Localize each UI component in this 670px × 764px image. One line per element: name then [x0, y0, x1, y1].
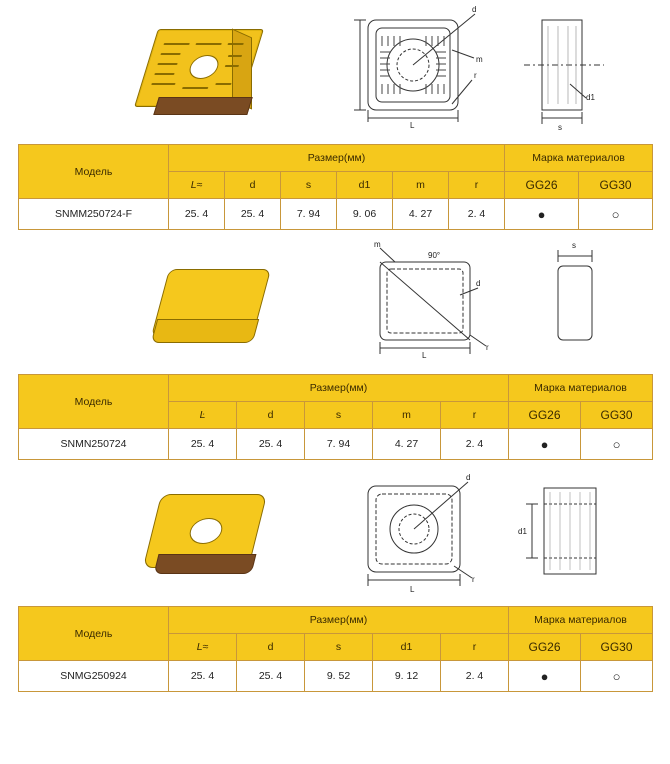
subheader-m: m [373, 402, 441, 429]
cell-L: 25. 4 [169, 429, 237, 460]
dim-label-s: s [572, 241, 576, 250]
subheader-gg30: GG30 [581, 402, 653, 429]
cell-s: 7. 94 [281, 199, 337, 230]
header-model: Модель [19, 607, 169, 661]
cell-r: 2. 4 [441, 429, 509, 460]
header-material-group: Марка материалов [509, 375, 653, 402]
dim-label-L: L [410, 585, 415, 594]
subheader-gg26: GG26 [509, 634, 581, 661]
table-header-row [19, 607, 653, 634]
dim-label-d: d [466, 473, 471, 482]
dim-label-d: d [476, 279, 481, 288]
snmg250924-insert-3d [140, 486, 270, 590]
header-size-group: Размер(мм) [169, 145, 505, 172]
insert-base [153, 97, 253, 115]
dim-label-d: d [472, 5, 477, 14]
dim-label-L: L [422, 351, 427, 360]
dim-label-r: r [474, 71, 477, 80]
subheader-gg30: GG30 [579, 172, 653, 199]
cell-model: SNMM250724-F [19, 199, 169, 230]
header-model: Модель [19, 145, 169, 199]
dim-label-r: r [486, 343, 489, 352]
cell-model: SNMG250924 [19, 661, 169, 692]
figure-row-2 [0, 240, 670, 370]
spec-table-2 [18, 374, 653, 460]
subheader-r: r [441, 634, 509, 661]
cell-s: 9. 52 [305, 661, 373, 692]
insert-front-face [151, 319, 259, 343]
header-size-group: Размер(мм) [169, 607, 509, 634]
figure-row-3 [0, 470, 670, 602]
cell-L: 25. 4 [169, 199, 225, 230]
subheader-L: L≈ [169, 172, 225, 199]
header-material-group: Марка материалов [505, 145, 653, 172]
subheader-s: s [305, 634, 373, 661]
technical-drawing-top-2 [350, 240, 520, 370]
subheader-d1: d1 [337, 172, 393, 199]
dim-label-r: r [472, 575, 475, 584]
figure-row-1 [0, 0, 670, 140]
spec-table-1-wrapper [0, 144, 670, 230]
product-section-2 [0, 240, 670, 460]
subheader-s: s [305, 402, 373, 429]
dim-label-d1: d1 [518, 527, 527, 536]
cell-d: 25. 4 [225, 199, 281, 230]
cell-d: 25. 4 [237, 429, 305, 460]
cell-gg26: ● [509, 429, 581, 460]
subheader-r: r [449, 172, 505, 199]
cell-model: SNMN250724 [19, 429, 169, 460]
table-header-row [19, 375, 653, 402]
technical-drawing-top-1 [340, 0, 490, 140]
subheader-d: d [237, 634, 305, 661]
cell-m: 4. 27 [393, 199, 449, 230]
subheader-m: m [393, 172, 449, 199]
subheader-gg30: GG30 [581, 634, 653, 661]
dim-label-L: L [410, 121, 415, 130]
subheader-d1: d1 [373, 634, 441, 661]
cell-d1: 9. 06 [337, 199, 393, 230]
table-row [19, 199, 653, 230]
table-row [19, 661, 653, 692]
cell-gg30: ○ [581, 661, 653, 692]
cell-gg30: ○ [579, 199, 653, 230]
cell-gg26: ● [509, 661, 581, 692]
cell-r: 2. 4 [441, 661, 509, 692]
technical-drawing-side-3 [514, 470, 624, 602]
cell-r: 2. 4 [449, 199, 505, 230]
spec-table-3-wrapper [0, 606, 670, 692]
dim-label-m: m [374, 240, 381, 249]
dim-label-m: m [476, 55, 483, 64]
cell-L: 25. 4 [169, 661, 237, 692]
header-size-group: Размер(мм) [169, 375, 509, 402]
dim-label-angle: 90° [428, 251, 441, 260]
insert-base [154, 554, 257, 574]
cell-gg26: ● [505, 199, 579, 230]
header-material-group: Марка материалов [509, 607, 653, 634]
spec-table-3 [18, 606, 653, 692]
technical-drawing-side-2 [530, 240, 630, 370]
cell-gg30: ○ [581, 429, 653, 460]
technical-drawing-side-1 [514, 0, 624, 140]
subheader-d: d [237, 402, 305, 429]
dim-label-s: s [558, 123, 562, 132]
subheader-s: s [281, 172, 337, 199]
table-header-row [19, 145, 653, 172]
spec-table-2-wrapper [0, 374, 670, 460]
cell-d1: 9. 12 [373, 661, 441, 692]
subheader-gg26: GG26 [509, 402, 581, 429]
product-section-1 [0, 0, 670, 230]
header-model: Модель [19, 375, 169, 429]
technical-drawing-top-3 [340, 470, 500, 602]
subheader-L: Ŀ [169, 402, 237, 429]
snmm250724-f-insert-3d [140, 23, 260, 123]
cell-d: 25. 4 [237, 661, 305, 692]
cell-s: 7. 94 [305, 429, 373, 460]
dim-label-d1: d1 [586, 93, 595, 102]
subheader-gg26: GG26 [505, 172, 579, 199]
cell-m: 4. 27 [373, 429, 441, 460]
snmn250724-insert-3d [150, 257, 270, 357]
subheader-d: d [225, 172, 281, 199]
subheader-r: r [441, 402, 509, 429]
spec-table-1 [18, 144, 653, 230]
table-row [19, 429, 653, 460]
subheader-L: L≈ [169, 634, 237, 661]
product-section-3 [0, 470, 670, 692]
